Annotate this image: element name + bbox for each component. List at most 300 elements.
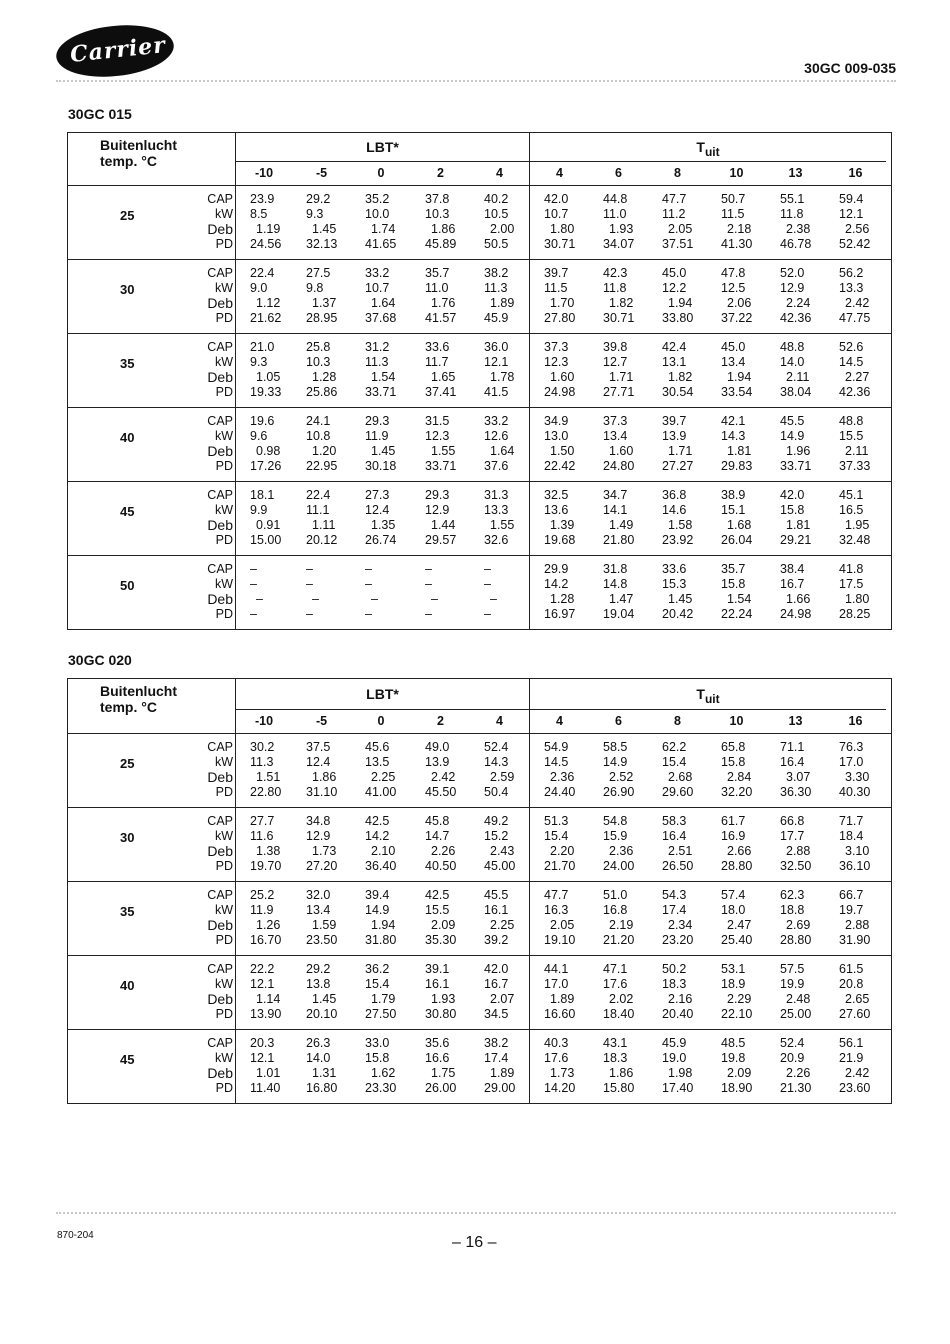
table-cell: – <box>250 562 257 576</box>
table-cell: 12.9 <box>425 503 450 517</box>
table-cell: 2.88 <box>845 918 870 932</box>
table-cell: 12.3 <box>544 355 569 369</box>
table-cell: 41.30 <box>721 237 753 251</box>
table-row <box>68 882 891 956</box>
table-cell: 2.25 <box>371 770 396 784</box>
table-cell: 23.92 <box>662 533 694 547</box>
table-cell: 2.06 <box>727 296 752 310</box>
table-cell: 1.51 <box>256 770 281 784</box>
table-cell: 29.2 <box>306 192 331 206</box>
table-cell: 30.54 <box>662 385 694 399</box>
table-cell: 11.8 <box>603 281 627 295</box>
tuit-column-header: 8 <box>674 714 681 728</box>
table-cell: 24.00 <box>603 859 635 873</box>
table-cell: 37.33 <box>839 459 871 473</box>
table-cell: 30.71 <box>603 311 635 325</box>
table-cell: 2.05 <box>668 222 693 236</box>
quantity-label: Deb <box>207 769 233 785</box>
table-cell: 12.9 <box>780 281 805 295</box>
table-cell: 31.3 <box>484 488 509 502</box>
table-cell: 33.2 <box>484 414 509 428</box>
table-cell: 15.1 <box>721 503 746 517</box>
table-cell: 1.26 <box>256 918 281 932</box>
table-cell: 32.50 <box>780 859 812 873</box>
table-cell: 18.9 <box>721 977 746 991</box>
table-cell: 1.94 <box>668 296 693 310</box>
table-cell: 16.5 <box>839 503 864 517</box>
table-cell: 0.98 <box>256 444 281 458</box>
table-cell: 2.11 <box>845 444 869 458</box>
table-cell: 50.2 <box>662 962 687 976</box>
table-cell: 28.25 <box>839 607 871 621</box>
table-cell: 26.50 <box>662 859 694 873</box>
header-divider <box>56 80 896 82</box>
lbt-column-header: -10 <box>254 166 274 180</box>
table-cell: 14.9 <box>365 903 390 917</box>
quantity-label: CAP <box>207 888 233 902</box>
lbt-column-header: 0 <box>377 714 385 728</box>
table-cell: 56.1 <box>839 1036 864 1050</box>
tuit-column-header: 16 <box>848 166 863 180</box>
table-cell: 29.21 <box>780 533 812 547</box>
table-cell: 54.9 <box>544 740 569 754</box>
table-cell: 1.54 <box>727 592 752 606</box>
table-cell: 18.3 <box>603 1051 628 1065</box>
table-cell: – <box>431 592 438 606</box>
table-cell: 11.5 <box>544 281 568 295</box>
table-cell: 61.5 <box>839 962 864 976</box>
table-cell: 37.3 <box>603 414 628 428</box>
table-cell: 52.6 <box>839 340 864 354</box>
table-cell: 45.89 <box>425 237 457 251</box>
quantity-label: Deb <box>207 991 233 1007</box>
table-cell: – <box>484 562 491 576</box>
table-cell: 1.70 <box>550 296 575 310</box>
table-cell: 20.12 <box>306 533 338 547</box>
table-cell: 39.1 <box>425 962 450 976</box>
table-cell: 1.45 <box>312 222 337 236</box>
table-cell: 16.7 <box>484 977 509 991</box>
table-cell: 17.7 <box>780 829 805 843</box>
table-cell: 2.18 <box>727 222 752 236</box>
table-cell: 32.6 <box>484 533 509 547</box>
table-cell: 23.50 <box>306 933 338 947</box>
table-cell: 31.10 <box>306 785 338 799</box>
table-cell: 1.68 <box>727 518 752 532</box>
table-cell: 45.00 <box>484 859 516 873</box>
table-cell: – <box>490 592 497 606</box>
table-cell: 25.86 <box>306 385 338 399</box>
table-cell: 13.9 <box>425 755 450 769</box>
quantity-label: PD <box>215 311 233 325</box>
table-cell: 9.6 <box>250 429 268 443</box>
table-cell: 29.3 <box>365 414 390 428</box>
table-cell: 1.31 <box>312 1066 337 1080</box>
table-cell: 1.11 <box>312 518 336 532</box>
table-cell: 1.59 <box>312 918 337 932</box>
table-cell: 9.3 <box>250 355 268 369</box>
table-cell: 44.8 <box>603 192 628 206</box>
table-cell: 2.38 <box>786 222 811 236</box>
table-row <box>68 408 891 482</box>
table-cell: 42.1 <box>721 414 746 428</box>
table-cell: 41.57 <box>425 311 457 325</box>
table-cell: 58.5 <box>603 740 628 754</box>
table-cell: 2.16 <box>668 992 693 1006</box>
table-cell: 14.8 <box>603 577 628 591</box>
table-cell: 1.64 <box>371 296 396 310</box>
table-cell: 11.5 <box>721 207 745 221</box>
table-cell: 14.5 <box>839 355 864 369</box>
table-cell: 16.60 <box>544 1007 576 1021</box>
table-cell: 22.80 <box>250 785 282 799</box>
row-temperature: 45 <box>120 1052 135 1067</box>
table-cell: 62.2 <box>662 740 687 754</box>
table-row <box>68 556 891 629</box>
table-cell: 2.02 <box>609 992 634 1006</box>
table-cell: 28.95 <box>306 311 338 325</box>
table-row <box>68 334 891 408</box>
table-cell: 29.83 <box>721 459 753 473</box>
table-cell: 1.62 <box>371 1066 396 1080</box>
table-row <box>68 734 891 808</box>
table-cell: 1.86 <box>431 222 456 236</box>
table-cell: 1.80 <box>550 222 575 236</box>
table-cell: 26.74 <box>365 533 397 547</box>
table-cell: 1.01 <box>256 1066 281 1080</box>
table-cell: 2.05 <box>550 918 575 932</box>
table-cell: 1.74 <box>371 222 396 236</box>
tuit-column-header: 6 <box>615 166 622 180</box>
table-cell: 19.6 <box>250 414 275 428</box>
table-cell: 36.10 <box>839 859 871 873</box>
table-cell: 25.2 <box>250 888 275 902</box>
table-cell: 1.80 <box>845 592 870 606</box>
table-cell: 12.4 <box>365 503 390 517</box>
table-cell: 14.20 <box>544 1081 576 1095</box>
table-cell: 27.50 <box>365 1007 397 1021</box>
table-cell: 52.42 <box>839 237 871 251</box>
table-cell: 24.98 <box>780 607 812 621</box>
table-cell: 30.18 <box>365 459 397 473</box>
table-row <box>68 186 891 260</box>
table-cell: 29.3 <box>425 488 450 502</box>
table-cell: 29.9 <box>544 562 569 576</box>
table-cell: 37.68 <box>365 311 397 325</box>
table-cell: 19.68 <box>544 533 576 547</box>
quantity-label: Deb <box>207 843 233 859</box>
table-cell: 2.26 <box>786 1066 811 1080</box>
table-cell: 2.42 <box>845 296 870 310</box>
row-temperature: 25 <box>120 756 135 771</box>
lbt-column-header: 2 <box>437 166 444 180</box>
table-cell: 57.5 <box>780 962 805 976</box>
table-cell: 26.90 <box>603 785 635 799</box>
document-id: 30GC 009-035 <box>804 60 896 76</box>
table-cell: 2.24 <box>786 296 811 310</box>
table-cell: 27.20 <box>306 859 338 873</box>
table-cell: 31.90 <box>839 933 871 947</box>
table-cell: 23.20 <box>662 933 694 947</box>
table-cell: 10.8 <box>306 429 331 443</box>
table-cell: 35.7 <box>721 562 746 576</box>
table-cell: 3.30 <box>845 770 870 784</box>
quantity-label: PD <box>215 459 233 473</box>
quantity-label: kW <box>214 829 233 843</box>
table-cell: 15.8 <box>721 755 746 769</box>
table-cell: 22.4 <box>306 488 331 502</box>
table-cell: 19.70 <box>250 859 282 873</box>
table-cell: 39.8 <box>603 340 628 354</box>
table-cell: 66.7 <box>839 888 864 902</box>
table-cell: 24.98 <box>544 385 576 399</box>
table-cell: 1.93 <box>609 222 634 236</box>
table-cell: 2.65 <box>845 992 870 1006</box>
table-cell: 22.4 <box>250 266 275 280</box>
table-cell: 34.8 <box>306 814 331 828</box>
table-cell: 1.79 <box>371 992 396 1006</box>
table-cell: 45.0 <box>721 340 746 354</box>
page-number: – 16 – <box>452 1234 497 1251</box>
table-cell: 1.89 <box>550 992 575 1006</box>
table-cell: 1.89 <box>490 1066 515 1080</box>
table-cell: 13.3 <box>839 281 864 295</box>
table-cell: 14.0 <box>780 355 805 369</box>
row-header-line: Buitenlucht <box>100 137 177 153</box>
table-cell: 15.9 <box>603 829 628 843</box>
table-cell: 17.6 <box>544 1051 569 1065</box>
table-cell: 15.8 <box>721 577 746 591</box>
table-cell: 33.71 <box>780 459 812 473</box>
table-cell: 33.80 <box>662 311 694 325</box>
table-cell: 16.4 <box>780 755 805 769</box>
table-cell: – <box>425 562 432 576</box>
quantity-label: PD <box>215 607 233 621</box>
quantity-label: PD <box>215 237 233 251</box>
table-cell: 37.8 <box>425 192 450 206</box>
table-cell: 11.8 <box>780 207 804 221</box>
table-cell: – <box>306 607 313 621</box>
table-cell: 43.1 <box>603 1036 628 1050</box>
tuit-column-header: 4 <box>556 714 563 728</box>
table-cell: 1.82 <box>609 296 634 310</box>
table-cell: 12.9 <box>306 829 331 843</box>
table-cell: 1.71 <box>609 370 634 384</box>
table-cell: 33.54 <box>721 385 753 399</box>
table-cell: 41.65 <box>365 237 397 251</box>
table-cell: 14.6 <box>662 503 687 517</box>
table-cell: 11.3 <box>250 755 274 769</box>
table-cell: 12.1 <box>250 1051 275 1065</box>
table-cell: 1.60 <box>550 370 575 384</box>
lbt-group-header: LBT* <box>236 133 529 162</box>
row-temperature: 30 <box>120 282 135 297</box>
table-cell: 1.95 <box>845 518 870 532</box>
table-cell: 3.07 <box>786 770 811 784</box>
capacity-table <box>67 678 892 1104</box>
table-cell: 18.0 <box>721 903 746 917</box>
table-cell: 41.00 <box>365 785 397 799</box>
table-cell: 17.6 <box>603 977 628 991</box>
table-cell: 16.4 <box>662 829 687 843</box>
table-cell: 45.8 <box>425 814 450 828</box>
logo-text: Carrier <box>68 32 168 68</box>
table-cell: 14.3 <box>484 755 509 769</box>
table-cell: 1.64 <box>490 444 515 458</box>
table-cell: 15.4 <box>365 977 390 991</box>
quantity-label: CAP <box>207 962 233 976</box>
table-cell: 9.8 <box>306 281 324 295</box>
table-cell: 1.20 <box>312 444 337 458</box>
quantity-label: PD <box>215 933 233 947</box>
quantity-label: CAP <box>207 562 233 576</box>
quantity-label: PD <box>215 533 233 547</box>
row-temperature: 40 <box>120 430 135 445</box>
table-cell: 14.9 <box>780 429 805 443</box>
table-cell: 65.8 <box>721 740 746 754</box>
capacity-table <box>67 132 892 630</box>
table-cell: 11.9 <box>365 429 389 443</box>
table-cell: 26.00 <box>425 1081 457 1095</box>
table-cell: 1.49 <box>609 518 634 532</box>
table-cell: 13.90 <box>250 1007 282 1021</box>
table-cell: 2.25 <box>490 918 515 932</box>
table-cell: 21.30 <box>780 1081 812 1095</box>
table-cell: 12.1 <box>839 207 864 221</box>
table-cell: 36.30 <box>780 785 812 799</box>
table-cell: 42.4 <box>662 340 687 354</box>
table-cell: 54.8 <box>603 814 628 828</box>
table-cell: 13.9 <box>662 429 687 443</box>
table-cell: 18.1 <box>250 488 275 502</box>
table-cell: 21.62 <box>250 311 282 325</box>
tuit-column-header: 10 <box>729 714 744 728</box>
table-cell: 10.3 <box>425 207 450 221</box>
table-cell: 57.4 <box>721 888 746 902</box>
table-cell: 31.5 <box>425 414 450 428</box>
table-cell: 17.40 <box>662 1081 694 1095</box>
table-cell: 24.1 <box>306 414 331 428</box>
tuit-group-header <box>530 679 886 710</box>
table-cell: 11.6 <box>250 829 274 843</box>
table-cell: 1.55 <box>431 444 456 458</box>
table-cell: 1.28 <box>550 592 575 606</box>
tuit-column-header: 8 <box>674 166 681 180</box>
table-cell: 2.27 <box>845 370 870 384</box>
table-cell: 53.1 <box>721 962 746 976</box>
table-cell: 20.10 <box>306 1007 338 1021</box>
table-cell: 49.0 <box>425 740 450 754</box>
quantity-label: Deb <box>207 591 233 607</box>
tuit-column-header: 4 <box>556 166 563 180</box>
table-cell: 45.5 <box>780 414 805 428</box>
table-cell: 1.12 <box>256 296 281 310</box>
table-cell: 47.7 <box>662 192 687 206</box>
table-cell: 1.86 <box>312 770 337 784</box>
table-cell: 21.80 <box>603 533 635 547</box>
quantity-label: CAP <box>207 488 233 502</box>
table-cell: 33.2 <box>365 266 390 280</box>
row-header-line: temp. °C <box>100 699 157 715</box>
table-cell: – <box>250 577 257 591</box>
table-cell: 1.65 <box>431 370 456 384</box>
table-cell: 41.8 <box>839 562 864 576</box>
table-cell: 19.7 <box>839 903 864 917</box>
table-cell: 16.7 <box>780 577 805 591</box>
table-cell: 27.60 <box>839 1007 871 1021</box>
table-cell: 71.7 <box>839 814 864 828</box>
quantity-label: kW <box>214 281 233 295</box>
table-cell: 45.0 <box>662 266 687 280</box>
table-cell: 50.5 <box>484 237 509 251</box>
table-cell: 1.28 <box>312 370 337 384</box>
table-cell: 31.2 <box>365 340 390 354</box>
lbt-column-header: 0 <box>377 166 385 180</box>
table-cell: 42.0 <box>484 962 509 976</box>
quantity-label: CAP <box>207 814 233 828</box>
table-cell: 2.52 <box>609 770 634 784</box>
quantity-label: Deb <box>207 443 233 459</box>
row-temperature: 45 <box>120 504 135 519</box>
table-cell: 33.6 <box>662 562 687 576</box>
lbt-column-header: -5 <box>315 714 328 728</box>
table-cell: 21.70 <box>544 859 576 873</box>
table-cell: 36.40 <box>365 859 397 873</box>
table-cell: 27.3 <box>365 488 390 502</box>
table-cell: 36.2 <box>365 962 390 976</box>
table-cell: 10.7 <box>365 281 390 295</box>
quantity-label: CAP <box>207 1036 233 1050</box>
table-cell: 36.0 <box>484 340 509 354</box>
table-cell: 12.7 <box>603 355 628 369</box>
table-cell: 1.45 <box>312 992 337 1006</box>
table-cell: 33.71 <box>365 385 397 399</box>
table-cell: 12.3 <box>425 429 450 443</box>
table-cell: 14.3 <box>721 429 746 443</box>
table-cell: 58.3 <box>662 814 687 828</box>
quantity-label: CAP <box>207 340 233 354</box>
table-cell: 48.8 <box>780 340 805 354</box>
table-cell: 0.91 <box>256 518 281 532</box>
table-cell: 12.5 <box>721 281 746 295</box>
table-cell: 19.33 <box>250 385 282 399</box>
table-cell: 2.59 <box>490 770 515 784</box>
table-cell: 1.94 <box>727 370 752 384</box>
table-cell: 27.5 <box>306 266 331 280</box>
table-cell: 2.09 <box>431 918 456 932</box>
table-cell: 39.4 <box>365 888 390 902</box>
table-cell: 3.10 <box>845 844 870 858</box>
table-cell: – <box>250 607 257 621</box>
table-cell: 27.71 <box>603 385 635 399</box>
table-cell: 2.42 <box>845 1066 870 1080</box>
table-cell: 32.13 <box>306 237 338 251</box>
table-cell: – <box>365 562 372 576</box>
table-cell: 16.3 <box>544 903 569 917</box>
row-temperature: 40 <box>120 978 135 993</box>
tuit-subscript: uit <box>704 691 720 706</box>
table-cell: 25.40 <box>721 933 753 947</box>
table-cell: 17.0 <box>544 977 569 991</box>
table-cell: 32.20 <box>721 785 753 799</box>
table-cell: 16.97 <box>544 607 576 621</box>
table-cell: 66.8 <box>780 814 805 828</box>
table-cell: 39.7 <box>662 414 687 428</box>
table-cell: – <box>256 592 263 606</box>
quantity-label: kW <box>214 577 233 591</box>
table-cell: 21.9 <box>839 1051 864 1065</box>
table-cell: 34.7 <box>603 488 628 502</box>
